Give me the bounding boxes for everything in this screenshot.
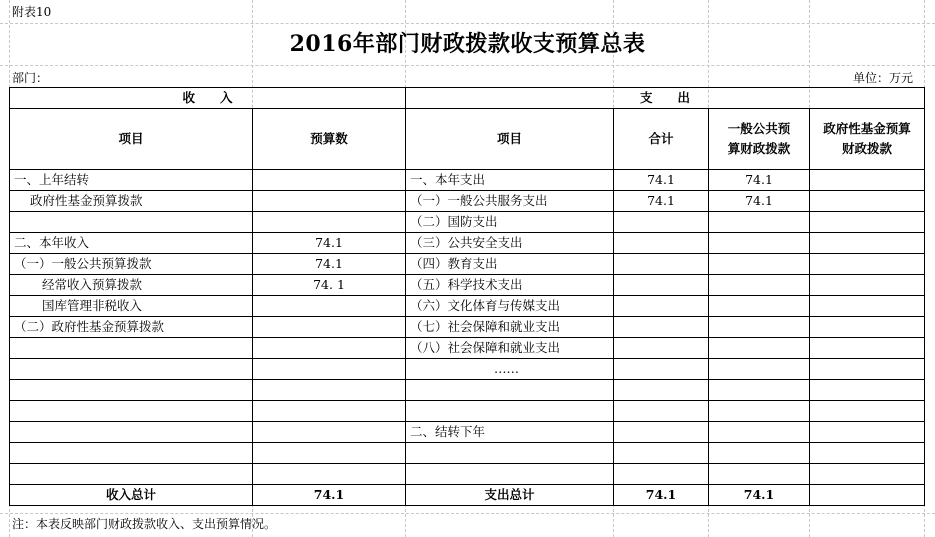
- table-row: [10, 191, 925, 212]
- expense-fund-cell: [810, 191, 925, 212]
- expense-total-cell: [614, 380, 709, 401]
- table-row: [10, 380, 925, 401]
- income-item-cell: 政府性基金预算拨款: [10, 191, 253, 212]
- expense-item-cell: （五）科学技术支出: [406, 275, 614, 296]
- expense-total-cell: [614, 422, 709, 443]
- expense-total-fund: [810, 485, 925, 506]
- expense-fund-cell: [810, 338, 925, 359]
- expense-item-cell: （一）一般公共服务支出: [406, 191, 614, 212]
- table-row: [10, 401, 925, 422]
- table-row: [10, 464, 925, 485]
- income-value-cell: [253, 401, 406, 422]
- expense-fund-cell: [810, 317, 925, 338]
- page-title: 2016年部门财政拨款收支预算总表: [289, 31, 646, 57]
- department-label: 部门：: [12, 71, 49, 85]
- expense-total-cell: [614, 296, 709, 317]
- expense-item-cell: [406, 380, 614, 401]
- expense-fund-cell: [810, 359, 925, 380]
- expense-item-cell: （二）国防支出: [406, 212, 614, 233]
- table-row: [10, 422, 925, 443]
- expense-item-cell: [406, 401, 614, 422]
- section-header-row: [10, 88, 925, 109]
- expense-total-cell: [614, 359, 709, 380]
- col-header-fund-budget: 政府性基金预算财政拨款: [810, 109, 925, 170]
- expense-fund-cell: [810, 233, 925, 254]
- income-item-cell: [10, 464, 253, 485]
- expense-total-cell: [614, 212, 709, 233]
- income-value-cell: [253, 296, 406, 317]
- expense-total-label: 支出总计: [406, 485, 614, 506]
- expense-general-cell: [709, 296, 810, 317]
- income-value-cell: [253, 212, 406, 233]
- expense-total-cell: [614, 233, 709, 254]
- expense-total-sum: 74.1: [614, 485, 709, 506]
- expense-fund-cell: [810, 296, 925, 317]
- expense-total-cell: [614, 338, 709, 359]
- income-item-cell: 国库管理非税收入: [10, 296, 253, 317]
- expense-general-cell: 74.1: [709, 170, 810, 191]
- expense-general-cell: [709, 275, 810, 296]
- income-item-cell: 一、上年结转: [10, 170, 253, 191]
- expense-total-cell: [614, 254, 709, 275]
- totals-row: [10, 485, 925, 506]
- expense-general-cell: [709, 422, 810, 443]
- expense-general-cell: [709, 401, 810, 422]
- income-item-cell: （二）政府性基金预算拨款: [10, 317, 253, 338]
- income-total-value: 74.1: [253, 485, 406, 506]
- income-value-cell: [253, 191, 406, 212]
- income-item-cell: [10, 359, 253, 380]
- expense-general-cell: [709, 254, 810, 275]
- income-value-cell: [253, 317, 406, 338]
- income-item-cell: [10, 212, 253, 233]
- expense-item-cell: （八）社会保障和就业支出: [406, 338, 614, 359]
- expense-total-cell: [614, 443, 709, 464]
- income-item-cell: [10, 443, 253, 464]
- appendix-label: 附表10: [12, 5, 52, 19]
- table-row: [10, 254, 925, 275]
- expense-item-cell: （六）文化体育与传媒支出: [406, 296, 614, 317]
- income-value-cell: [253, 422, 406, 443]
- expense-total-cell: [614, 317, 709, 338]
- expense-fund-cell: [810, 401, 925, 422]
- income-value-cell: [253, 443, 406, 464]
- expense-item-cell: （七）社会保障和就业支出: [406, 317, 614, 338]
- col-header-budget: 预算数: [253, 109, 406, 170]
- table-row: [10, 443, 925, 464]
- expense-item-cell: [406, 464, 614, 485]
- expense-fund-cell: [810, 443, 925, 464]
- expense-general-cell: 74.1: [709, 191, 810, 212]
- table-row: [10, 296, 925, 317]
- expense-item-cell: （四）教育支出: [406, 254, 614, 275]
- table-row: [10, 317, 925, 338]
- expense-total-cell: 74.1: [614, 170, 709, 191]
- expense-total-cell: 74.1: [614, 191, 709, 212]
- expense-fund-cell: [810, 254, 925, 275]
- expense-section-header: 支 出: [406, 88, 925, 109]
- table-row: [10, 212, 925, 233]
- income-item-cell: 二、本年收入: [10, 233, 253, 254]
- column-header-row: [10, 109, 925, 170]
- footnote: 注：本表反映部门财政拨款收入、支出预算情况。: [12, 517, 277, 531]
- income-value-cell: [253, 338, 406, 359]
- expense-general-cell: [709, 464, 810, 485]
- col-header-general-budget: 一般公共预算财政拨款: [709, 109, 810, 170]
- expense-item-cell: 一、本年支出: [406, 170, 614, 191]
- unit-label: 单位：万元: [852, 71, 913, 85]
- table-row: [10, 233, 925, 254]
- income-value-cell: [253, 359, 406, 380]
- income-item-cell: [10, 338, 253, 359]
- income-item-cell: [10, 401, 253, 422]
- expense-general-cell: [709, 233, 810, 254]
- expense-item-cell: [406, 443, 614, 464]
- income-value-cell: 74.1: [253, 254, 406, 275]
- table-row: [10, 275, 925, 296]
- table-row: [10, 170, 925, 191]
- income-value-cell: 74. 1: [253, 275, 406, 296]
- expense-item-cell: ……: [406, 359, 614, 380]
- table-row: [10, 359, 925, 380]
- table-row: [10, 338, 925, 359]
- expense-item-cell: （三）公共安全支出: [406, 233, 614, 254]
- expense-fund-cell: [810, 275, 925, 296]
- income-total-label: 收入总计: [10, 485, 253, 506]
- expense-item-cell: 二、结转下年: [406, 422, 614, 443]
- expense-fund-cell: [810, 464, 925, 485]
- income-value-cell: [253, 380, 406, 401]
- expense-fund-cell: [810, 212, 925, 233]
- income-value-cell: [253, 170, 406, 191]
- expense-fund-cell: [810, 422, 925, 443]
- expense-total-cell: [614, 464, 709, 485]
- expense-total-general: 74.1: [709, 485, 810, 506]
- expense-fund-cell: [810, 380, 925, 401]
- income-value-cell: [253, 464, 406, 485]
- income-section-header: 收 入: [10, 88, 406, 109]
- income-item-cell: [10, 422, 253, 443]
- col-header-expense-item: 项目: [406, 109, 614, 170]
- expense-fund-cell: [810, 170, 925, 191]
- income-item-cell: （一）一般公共预算拨款: [10, 254, 253, 275]
- expense-general-cell: [709, 212, 810, 233]
- income-item-cell: 经常收入预算拨款: [10, 275, 253, 296]
- expense-general-cell: [709, 359, 810, 380]
- expense-total-cell: [614, 401, 709, 422]
- income-item-cell: [10, 380, 253, 401]
- expense-total-cell: [614, 275, 709, 296]
- col-header-income-item: 项目: [10, 109, 253, 170]
- expense-general-cell: [709, 317, 810, 338]
- expense-general-cell: [709, 380, 810, 401]
- expense-general-cell: [709, 338, 810, 359]
- income-value-cell: 74.1: [253, 233, 406, 254]
- expense-general-cell: [709, 443, 810, 464]
- budget-table: [9, 87, 925, 506]
- col-header-total: 合计: [614, 109, 709, 170]
